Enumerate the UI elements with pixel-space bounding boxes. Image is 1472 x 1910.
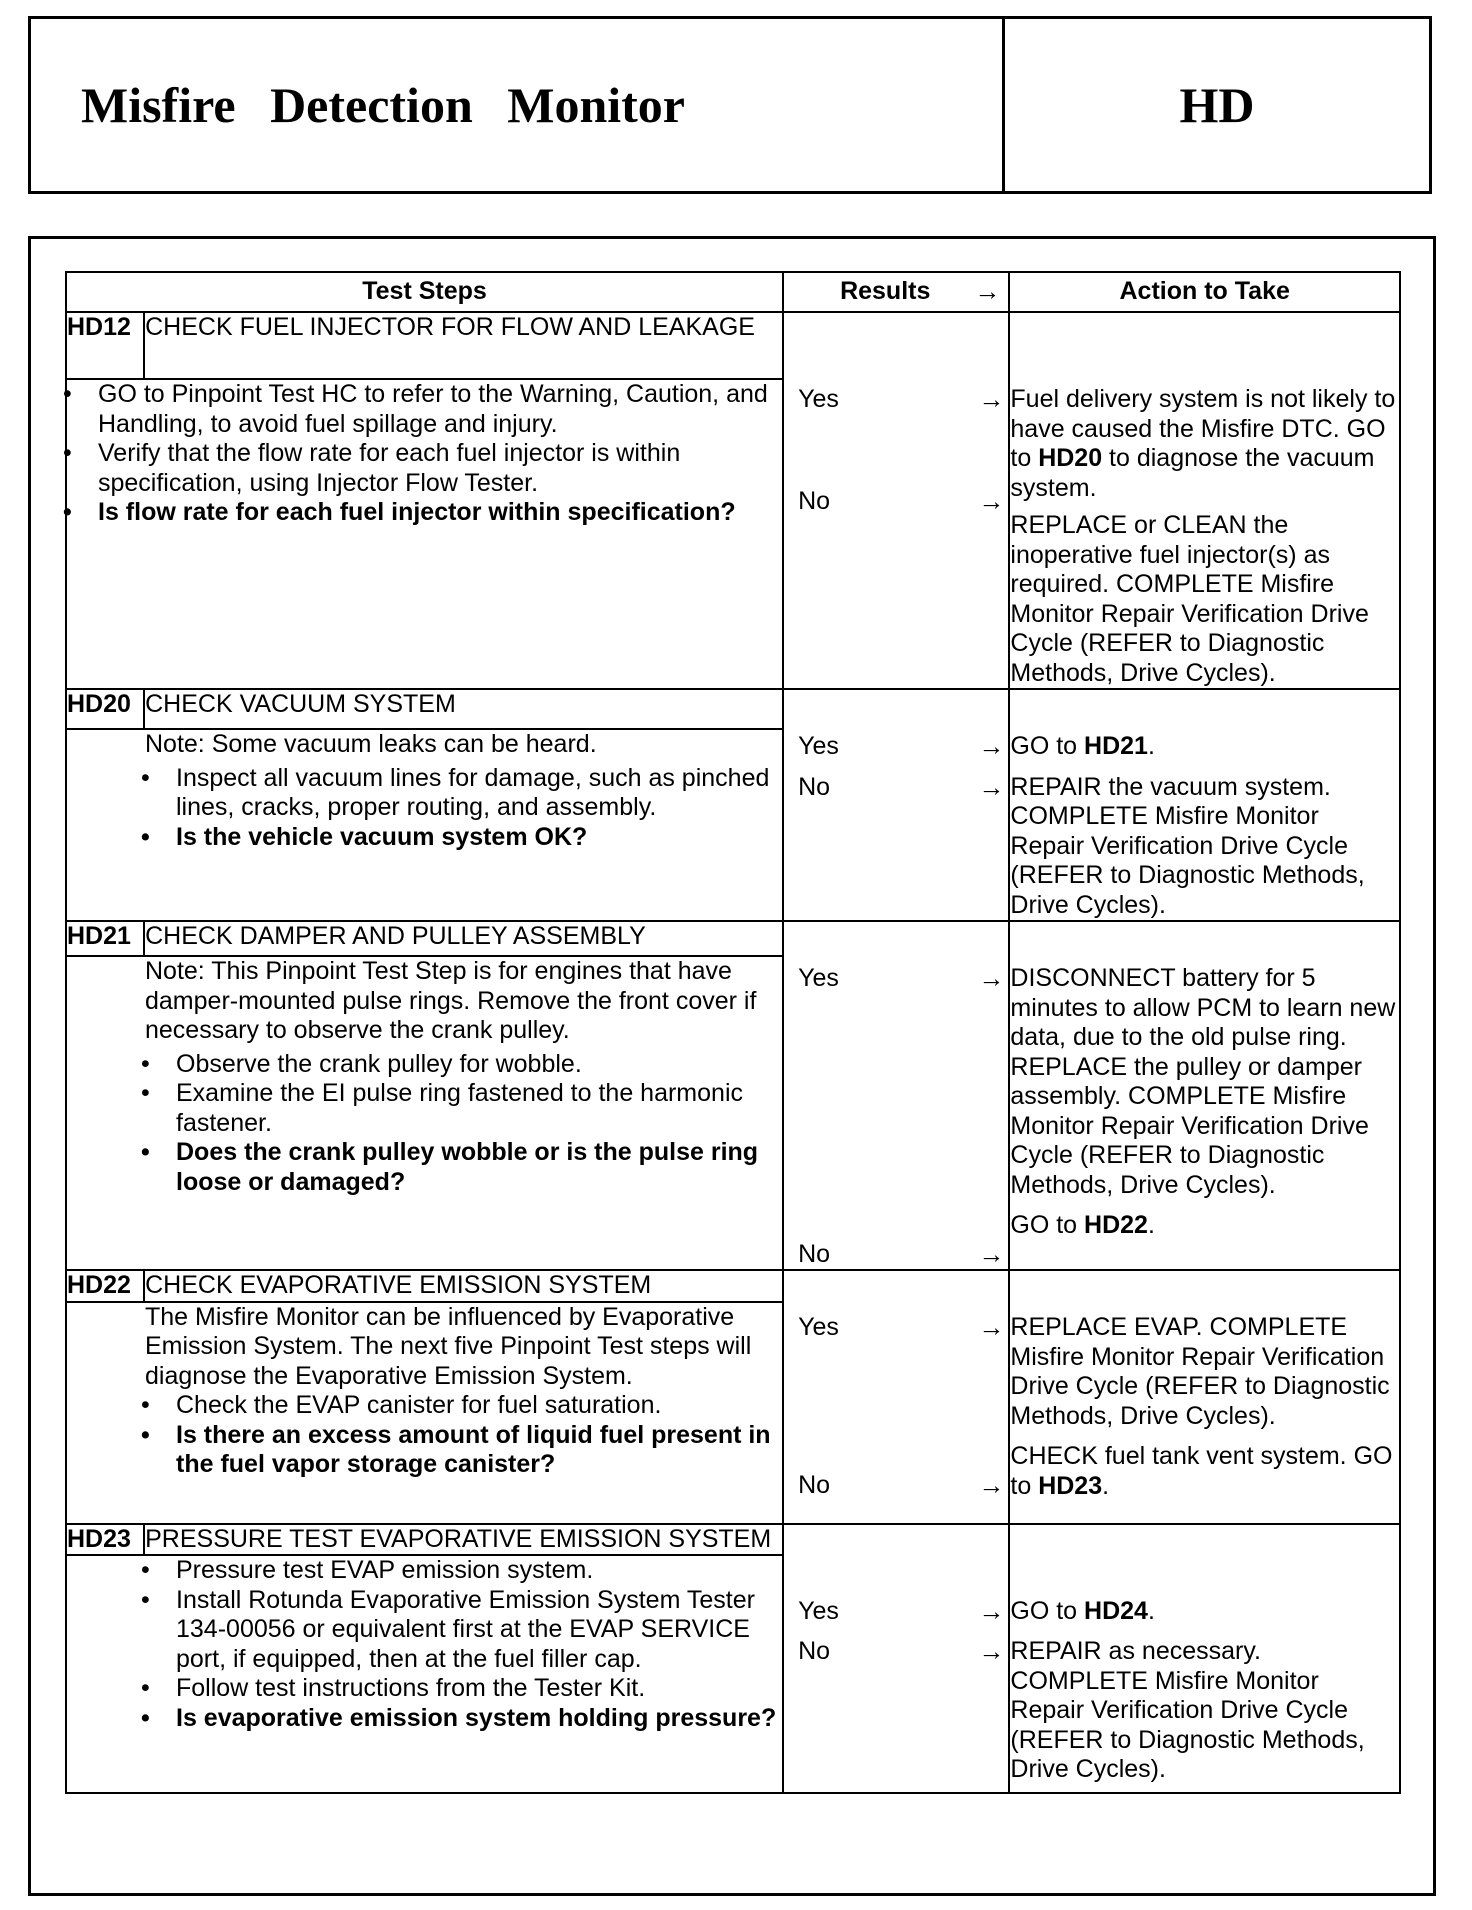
action-yes: REPLACE EVAP. COMPLETE Misfire Monitor Repair Verification Drive Cycle (REFER to Diagnostic Methods, Drive Cycles). [1010, 1313, 1390, 1430]
results-label: Results [840, 277, 931, 306]
action-no: REPAIR as necessary. COMPLETE Misfire Monitor Repair Verification Drive Cycle (REFER to Diagnostic Methods, Drive Cycles). [1010, 1637, 1365, 1783]
result-no: No → [798, 485, 1005, 516]
page-title: Misfire Detection Monitor [31, 19, 1005, 191]
action-yes: GO to HD24. [1010, 1596, 1155, 1625]
step-bullet: • Install Rotunda Evaporative Emission System Tester 134-00056 or equivalent first at the EVAP SERVICE port, if equipped, then at the fuel filler cap. [135, 1586, 782, 1675]
table-row [66, 689, 1400, 729]
step-bullet: • Inspect all vacuum lines for damage, such as pinched lines, cracks, proper routing, and assembly. [135, 764, 782, 823]
step-bullet: • Pressure test EVAP emission system. [135, 1556, 782, 1586]
table-row [66, 1524, 1400, 1556]
step-code: HD12 [66, 312, 144, 379]
result-no: No → [798, 1469, 1005, 1500]
action-yes: DISCONNECT battery for 5 minutes to allow PCM to learn new data, due to the old pulse ring. REPLACE the pulley or damper assembly. COMPLETE Misfire Monitor Repair Verification Drive Cycle (REFER to Diagnostic Methods, Drive Cycles). [1010, 964, 1396, 1199]
arrow-icon: → [978, 1469, 1005, 1500]
arrow-icon: → [978, 1595, 1005, 1626]
arrow-icon: → [978, 963, 1005, 993]
action-no: CHECK fuel tank vent system. GO to HD23. [1010, 1442, 1393, 1500]
arrow-icon: → [978, 384, 1005, 414]
step-title: CHECK FUEL INJECTOR FOR FLOW AND LEAKAGE [144, 312, 783, 379]
action-cell [1009, 1270, 1400, 1524]
action-no: REPAIR the vacuum system. COMPLETE Misfire Monitor Repair Verification Drive Cycle (REFER to Diagnostic Methods, Drive Cycles). [1010, 772, 1365, 919]
step-title: CHECK DAMPER AND PULLEY ASSEMBLY [144, 921, 783, 956]
step-note: Note: Some vacuum leaks can be heard. [145, 730, 597, 758]
step-code: HD22 [66, 1270, 144, 1302]
column-header-steps: Test Steps [66, 272, 783, 312]
step-title: PRESSURE TEST EVAPORATIVE EMISSION SYSTEM [144, 1524, 783, 1556]
results-cell [783, 689, 1009, 921]
results-cell [783, 921, 1009, 1270]
arrow-icon: → [978, 771, 1005, 802]
step-question: • Is the vehicle vacuum system OK? [135, 823, 782, 853]
result-yes: Yes → [798, 963, 1005, 993]
result-yes: Yes → [798, 1312, 1005, 1342]
step-question: • Does the crank pulley wobble or is the pulse ring loose or damaged? [135, 1138, 782, 1197]
step-code: HD23 [66, 1524, 144, 1556]
action-cell [1009, 689, 1400, 921]
arrow-icon: → [978, 1238, 1005, 1269]
action-cell [1009, 921, 1400, 1270]
step-body [66, 379, 783, 689]
results-cell [783, 1270, 1009, 1524]
action-cell [1009, 312, 1400, 689]
step-note: Note: This Pinpoint Test Step is for engines that have damper-mounted pulse rings. Remove the front cover if necessary to observe the crank pulley. [145, 957, 757, 1044]
step-question: • Is there an excess amount of liquid fuel present in the fuel vapor storage canister? [135, 1421, 782, 1480]
step-title: CHECK VACUUM SYSTEM [144, 689, 783, 729]
action-yes: GO to HD21. [1010, 732, 1155, 760]
arrow-icon: → [978, 485, 1005, 516]
step-question: • Is flow rate for each fuel injector within specification? [57, 498, 782, 528]
column-header-results [783, 272, 1009, 312]
section-code: HD [1179, 77, 1255, 133]
action-no: GO to HD22. [1010, 1211, 1155, 1239]
table-row [66, 1270, 1400, 1302]
result-yes: Yes → [798, 384, 1005, 414]
step-bullet: • Observe the crank pulley for wobble. [135, 1050, 782, 1080]
action-cell [1009, 1524, 1400, 1794]
step-bullet: • Check the EVAP canister for fuel saturation. [135, 1391, 782, 1421]
column-header-action: Action to Take [1009, 272, 1400, 312]
step-body [66, 729, 783, 921]
step-body [66, 1555, 783, 1793]
step-bullet: • GO to Pinpoint Test HC to refer to the Warning, Caution, and Handling, to avoid fuel spillage and injury. [57, 380, 782, 439]
step-bullet: • Verify that the flow rate for each fuel injector is within specification, using Injector Flow Tester. [57, 439, 782, 498]
test-steps-table [65, 271, 1401, 1794]
result-yes: Yes → [798, 1595, 1005, 1626]
result-no: No → [798, 771, 1005, 802]
table-row [66, 312, 1400, 379]
arrow-icon: → [978, 1312, 1005, 1342]
result-no: No → [798, 1238, 1005, 1269]
result-yes: Yes → [798, 731, 1005, 761]
arrow-icon: → [974, 276, 1001, 307]
step-bullet: • Examine the EI pulse ring fastened to the harmonic fastener. [135, 1079, 782, 1138]
table-header-row [66, 272, 1400, 312]
result-no: No → [798, 1636, 1005, 1666]
step-body [66, 956, 783, 1270]
step-note: The Misfire Monitor can be influenced by Evaporative Emission System. The next five Pinpoint Test steps will diagnose the Evaporative Emission System. [145, 1302, 752, 1390]
arrow-icon: → [978, 1636, 1005, 1666]
arrow-icon: → [978, 731, 1005, 761]
step-body [66, 1302, 783, 1524]
step-code: HD20 [66, 689, 144, 729]
action-yes: Fuel delivery system is not likely to have caused the Misfire DTC. GO to HD20 to diagnose the vacuum system. [1010, 385, 1396, 502]
table-row [66, 921, 1400, 956]
step-bullet: • Follow test instructions from the Tester Kit. [135, 1674, 782, 1704]
results-cell [783, 312, 1009, 689]
step-code: HD21 [66, 921, 144, 956]
step-title: CHECK EVAPORATIVE EMISSION SYSTEM [144, 1270, 783, 1302]
results-cell [783, 1524, 1009, 1794]
test-steps-frame [28, 236, 1436, 1896]
step-question: • Is evaporative emission system holding pressure? [135, 1704, 782, 1734]
page-header [28, 16, 1432, 194]
action-no: REPLACE or CLEAN the inoperative fuel injector(s) as required. COMPLETE Misfire Monitor Repair Verification Drive Cycle (REFER to Diagnostic Methods, Drive Cycles). [1010, 511, 1369, 687]
